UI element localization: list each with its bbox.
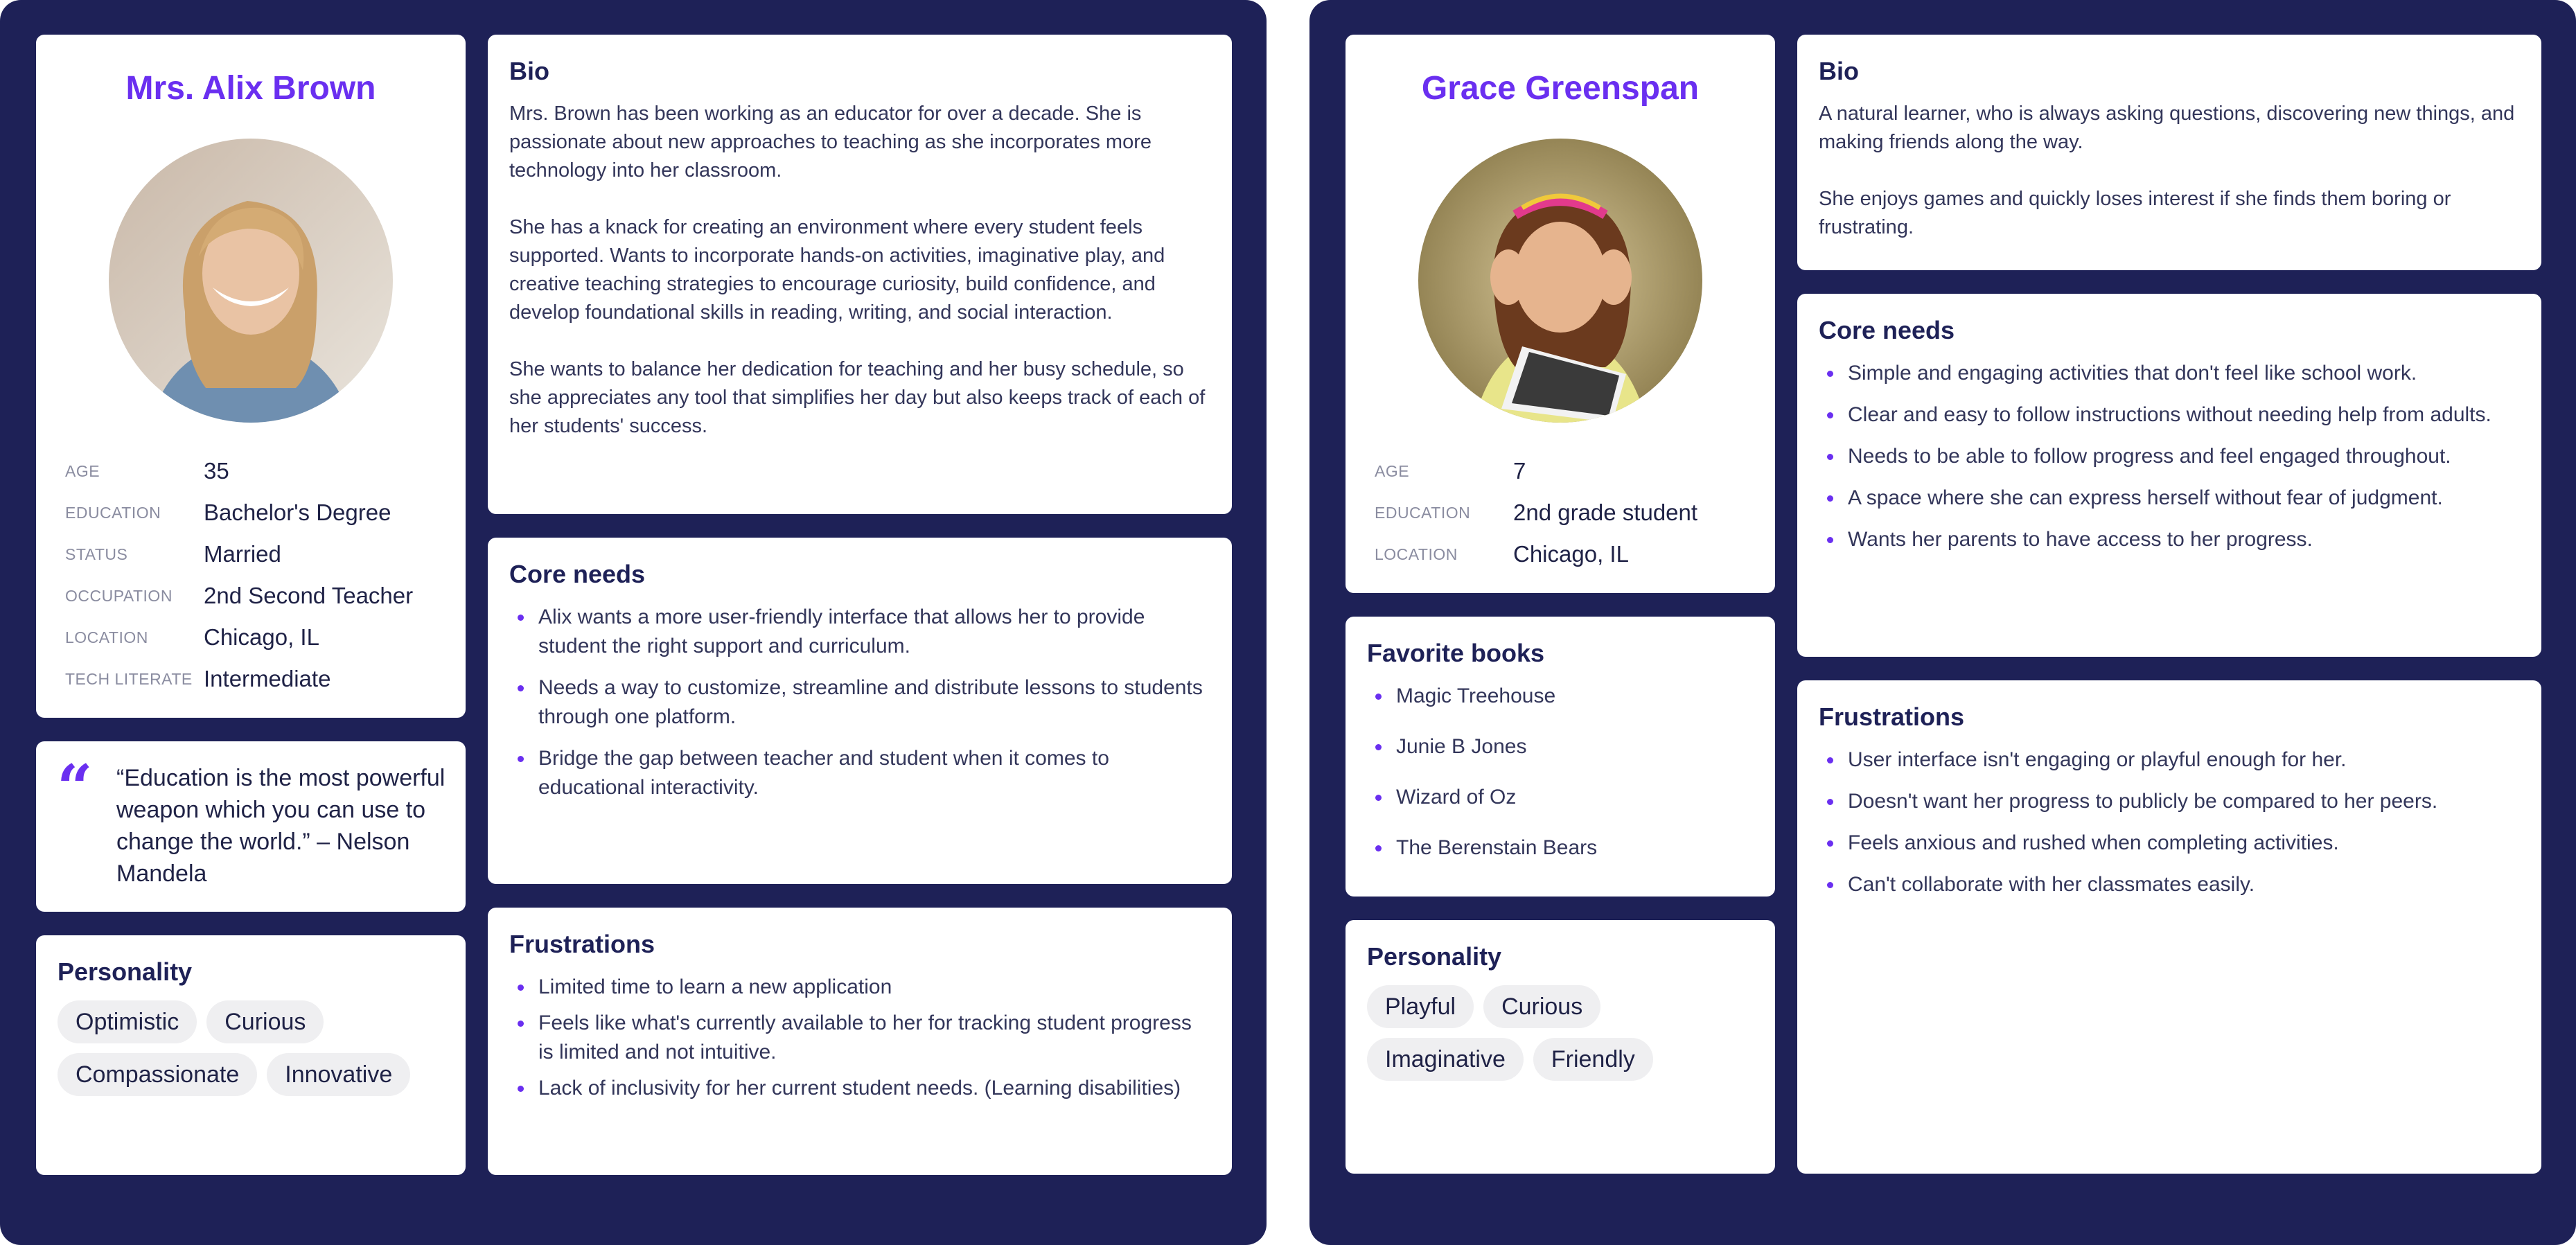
bio-paragraph: She wants to balance her dedication for teaching and her busy schedule, so she appreciates any tool that simplifies her day but also keeps track of each of her students' success. (509, 358, 1206, 437)
bio-paragraph: Mrs. Brown has been working as an educator for over a decade. She is passionate about new approaches to teaching as she incorporates more technology into her classroom. (509, 103, 1152, 182)
personality-tag: Optimistic (58, 1000, 197, 1043)
personality-tag: Playful (1367, 985, 1474, 1028)
profile-card (36, 35, 466, 718)
attribute-row (65, 617, 413, 658)
list-item: A space where she can express herself without fear of judgment. (1819, 484, 2520, 513)
attribute-value: 2nd grade student (1513, 500, 1698, 525)
core-needs-list (1819, 359, 2520, 554)
frustrations-card (1797, 680, 2541, 1174)
persona-name: Grace Greenspan (1421, 70, 1700, 107)
bio-card (1797, 35, 2541, 270)
card-title: Frustrations (509, 930, 655, 958)
card-title: Bio (509, 57, 549, 85)
card-title: Frustrations (1819, 703, 1965, 731)
favorite-books-card (1346, 617, 1775, 897)
personality-card (1346, 920, 1775, 1174)
persona-panel-grace (1309, 0, 2576, 1245)
list-item: Magic Treehouse (1367, 682, 1754, 711)
attribute-value: Chicago, IL (204, 624, 319, 650)
attribute-row (65, 575, 413, 617)
card-title: Core needs (509, 560, 646, 588)
list-item: Clear and easy to follow instructions without needing help from adults. (1819, 400, 2520, 430)
card-title: Personality (58, 957, 193, 986)
avatar (109, 139, 393, 423)
list-item: Junie B Jones (1367, 732, 1754, 761)
list-item: User interface isn't engaging or playful enough for her. (1819, 745, 2520, 775)
list-item: Wants her parents to have access to her progress. (1819, 525, 2520, 554)
attribute-value: 2nd Second Teacher (204, 583, 414, 608)
list-item: Feels like what's currently available to her for tracking student progress is limited and not intuitive. (509, 1009, 1210, 1067)
card-title: Personality (1367, 942, 1502, 971)
tag-list (58, 1000, 445, 1096)
personality-tag: Curious (1483, 985, 1600, 1028)
attribute-row (1375, 533, 1697, 575)
quote-card (36, 741, 466, 912)
core-needs-list (509, 603, 1210, 802)
attribute-row (65, 658, 413, 700)
list-item: Can't collaborate with her classmates easily. (1819, 870, 2520, 899)
personality-tag: Imaginative (1367, 1038, 1524, 1081)
attribute-value: 35 (204, 458, 229, 484)
quote-text: “Education is the most powerful weapon which you can use to change the world.” – Nelson Mandela (116, 765, 445, 887)
core-needs-card (488, 538, 1232, 884)
core-needs-card (1797, 294, 2541, 657)
personality-tag: Curious (206, 1000, 324, 1043)
list-item: Bridge the gap between teacher and student when it comes to educational interactivity. (509, 744, 1210, 802)
list-item: Needs to be able to follow progress and feel engaged throughout. (1819, 442, 2520, 471)
attribute-row (1375, 450, 1697, 492)
list-item: The Berenstain Bears (1367, 833, 1754, 863)
attribute-label: EDUCATION (1375, 503, 1471, 522)
persona-name: Mrs. Alix Brown (125, 70, 376, 107)
favorite-books-list (1367, 682, 1754, 863)
card-title: Bio (1819, 57, 1859, 85)
attribute-value: Married (204, 541, 281, 567)
list-item: Alix wants a more user-friendly interface that allows her to provide student the right support and curriculum. (509, 603, 1210, 661)
list-item: Feels anxious and rushed when completing activities. (1819, 829, 2520, 858)
bio-paragraph: She enjoys games and quickly loses interest if she finds them boring or frustrating. (1819, 188, 2451, 238)
attribute-row (65, 533, 413, 575)
bio-paragraph: A natural learner, who is always asking questions, discovering new things, and making friends along the way. (1819, 103, 2515, 153)
frustrations-list (509, 973, 1210, 1103)
attribute-list (65, 450, 413, 700)
frustrations-list (1819, 745, 2520, 899)
attribute-value: Bachelor's Degree (204, 500, 391, 525)
attribute-list (1375, 450, 1697, 575)
list-item: Doesn't want her progress to publicly be compared to her peers. (1819, 787, 2520, 816)
attribute-label: STATUS (65, 545, 128, 563)
card-title: Favorite books (1367, 639, 1545, 667)
profile-card (1346, 35, 1775, 593)
attribute-value: Intermediate (204, 666, 331, 691)
attribute-label: OCCUPATION (65, 586, 173, 605)
list-item: Needs a way to customize, streamline and distribute lessons to students through one platform. (509, 673, 1210, 732)
list-item: Wizard of Oz (1367, 783, 1754, 812)
attribute-label: TECH LITERATE (65, 669, 193, 688)
attribute-label: EDUCATION (65, 503, 161, 522)
avatar (1418, 139, 1702, 423)
attribute-row (1375, 492, 1697, 533)
bio-paragraph: She has a knack for creating an environment where every student feels supported. Wants to incorporate hands-on activities, imaginative play, and creative teaching strategies to encourage curiosity, build confidence, and develop foundational skills in reading, writing, and social interaction. (509, 216, 1165, 324)
attribute-row (65, 450, 413, 492)
attribute-label: AGE (65, 461, 100, 480)
attribute-label: LOCATION (65, 628, 148, 646)
attribute-label: LOCATION (1375, 545, 1458, 563)
persona-panel-alix (0, 0, 1267, 1245)
list-item: Limited time to learn a new application (509, 973, 1210, 1002)
attribute-value: Chicago, IL (1513, 541, 1629, 567)
bio-card (488, 35, 1232, 514)
personality-tag: Innovative (267, 1053, 410, 1096)
frustrations-card (488, 908, 1232, 1175)
personality-tag: Compassionate (58, 1053, 257, 1096)
card-title: Core needs (1819, 316, 1955, 344)
personality-card (36, 935, 466, 1175)
list-item: Simple and engaging activities that don't feel like school work. (1819, 359, 2520, 388)
attribute-row (65, 492, 413, 533)
tag-list (1367, 985, 1713, 1081)
attribute-label: AGE (1375, 461, 1410, 480)
personality-tag: Friendly (1533, 1038, 1653, 1081)
list-item: Lack of inclusivity for her current student needs. (Learning disabilities) (509, 1074, 1210, 1103)
attribute-value: 7 (1513, 458, 1526, 484)
quote-icon: “ (57, 751, 93, 824)
